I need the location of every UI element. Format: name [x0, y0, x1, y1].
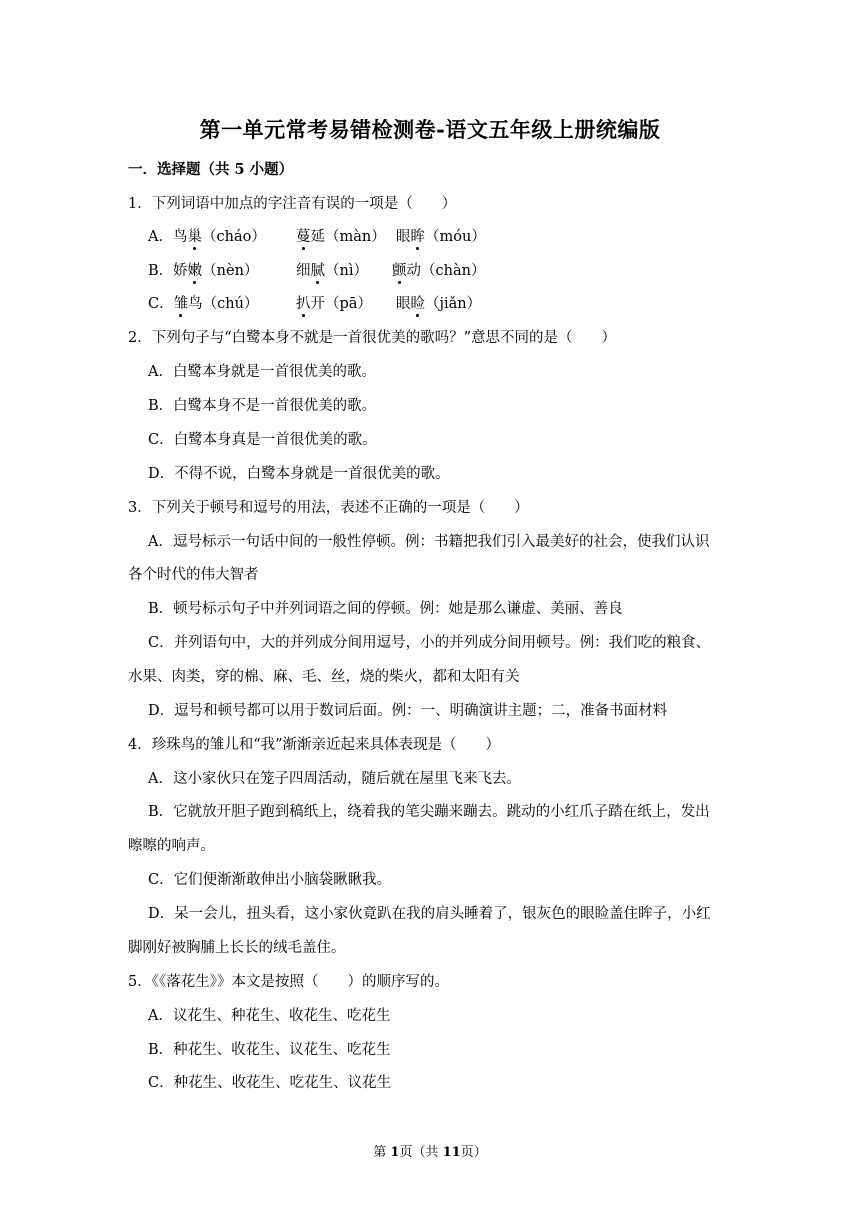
- word-text: 延（màn）: [310, 229, 386, 245]
- question-3-option-b: B．顿号标示句子中并列词语之间的停顿。例：她是那么谦虚、美丽、善良: [148, 601, 623, 617]
- question-1-option-a: [148, 225, 486, 246]
- question-3-option-a-continued: 各个时代的伟大智者: [128, 567, 259, 583]
- word-group-2: [296, 259, 368, 280]
- word-group-3: [396, 225, 486, 246]
- question-1-stem: 1．下列词语中加点的字注音有误的一项是（ ）: [128, 196, 457, 212]
- dotted-character: 眸: [410, 229, 425, 245]
- question-4-option-d: D．呆一会儿，扭头看，这小家伙竟趴在我的肩头睡着了，银灰色的眼睑盖住眸子，小红: [148, 906, 711, 922]
- question-5-option-c: C．种花生、收花生、吃花生、议花生: [148, 1075, 392, 1091]
- question-3-option-d: D．逗号和顿号都可以用于数词后面。例：一、明确演讲主题；二，准备书面材料: [148, 703, 668, 719]
- pinyin-text: （nèn）: [202, 263, 259, 279]
- question-2-option-a: A．白鹭本身就是一首很优美的歌。: [148, 364, 376, 380]
- question-3-option-c: C．并列语句中，大的并列成分间用逗号，小的并列成分间用顿号。例：我们吃的粮食、: [148, 635, 711, 651]
- question-4-option-d-continued: 脚刚好被胸脯上长长的绒毛盖住。: [128, 940, 346, 956]
- question-3-option-a: A．逗号标示一句话中间的一般性停顿。例：书籍把我们引入最美好的社会，使我们认识: [148, 534, 710, 550]
- pinyin-text: （móu）: [425, 229, 486, 245]
- question-5-option-a: A．议花生、种花生、收花生、吃花生: [148, 1008, 391, 1024]
- dotted-character: 雏: [173, 296, 189, 312]
- dotted-character: 睑: [410, 296, 425, 312]
- footer-text: 第: [373, 1145, 391, 1160]
- dotted-character: 腻: [310, 263, 325, 279]
- dotted-character: 巢: [187, 229, 202, 245]
- footer-text: 页）: [460, 1145, 487, 1160]
- option-label: B．: [148, 263, 174, 279]
- question-2-option-c: C．白鹭本身真是一首很优美的歌。: [148, 432, 377, 448]
- word-group-3: [396, 292, 481, 313]
- question-3-option-c-continued: 水果、肉类，穿的棉、麻、毛、丝，烧的柴火，都和太阳有关: [128, 669, 520, 685]
- page-total: 11: [442, 1145, 461, 1160]
- word-group-2: [296, 225, 386, 246]
- option-label: C．: [148, 296, 174, 312]
- pinyin-text: （nì）: [325, 263, 368, 279]
- question-2-option-d: D．不得不说，白鹭本身就是一首很优美的歌。: [148, 466, 450, 482]
- question-2-option-b: B．白鹭本身不是一首很优美的歌。: [148, 398, 377, 414]
- dotted-character: 嫩: [187, 263, 203, 279]
- question-4-option-b: B．它就放开胆子跑到稿纸上，绕着我的笔尖蹦来蹦去。跳动的小红爪子踏在纸上，发出: [148, 804, 710, 820]
- dotted-character: 扒: [296, 296, 311, 312]
- word-text: 动（chàn）: [406, 263, 486, 279]
- page-title: 第一单元常考易错检测卷-语文五年级上册统编版: [199, 117, 661, 142]
- word-text: 鸟（chú）: [188, 296, 259, 312]
- word-text: 开（pā）: [310, 296, 372, 312]
- dotted-character: 颤: [392, 263, 407, 279]
- page-number: 1: [390, 1145, 400, 1160]
- word-text: 眼: [396, 296, 411, 312]
- option-label: A．: [148, 229, 173, 245]
- question-3-stem: 3．下列关于顿号和逗号的用法，表述不正确的一项是（ ）: [128, 500, 529, 516]
- question-1-option-b: [148, 259, 486, 280]
- pinyin-text: （jiǎn）: [425, 296, 482, 312]
- question-1-option-c: [148, 292, 482, 313]
- question-4-stem: 4．珍珠鸟的雏儿和“我”渐渐亲近起来具体表现是（ ）: [128, 737, 501, 753]
- dotted-character: 蔓: [296, 229, 311, 245]
- word-text: 鸟: [172, 229, 188, 245]
- word-group-2: [296, 292, 372, 313]
- question-4-option-c: C．它们便渐渐敢伸出小脑袋瞅瞅我。: [148, 872, 392, 888]
- pinyin-text: （cháo）: [201, 229, 266, 245]
- question-5-stem: 5．《《落花生》》本文是按照（ ）的顺序写的。: [128, 974, 449, 990]
- page-footer: [0, 1141, 860, 1160]
- section-heading: 一．选择题（共 5 小题）: [128, 161, 294, 178]
- word-group-3: [392, 259, 485, 280]
- question-4-option-b-continued: 嚓嚓的响声。: [128, 838, 215, 854]
- footer-text: 页（共: [399, 1145, 443, 1160]
- question-2-stem: 2．下列句子与“白鹭本身不就是一首很优美的歌吗？”意思不同的是（ ）: [128, 330, 617, 346]
- question-4-option-a: A．这小家伙只在笼子四周活动，随后就在屋里飞来飞去。: [148, 771, 521, 787]
- question-5-option-b: B．种花生、收花生、议花生、吃花生: [148, 1042, 391, 1058]
- word-text: 细: [296, 263, 311, 279]
- word-text: 娇: [173, 263, 188, 279]
- word-text: 眼: [396, 229, 411, 245]
